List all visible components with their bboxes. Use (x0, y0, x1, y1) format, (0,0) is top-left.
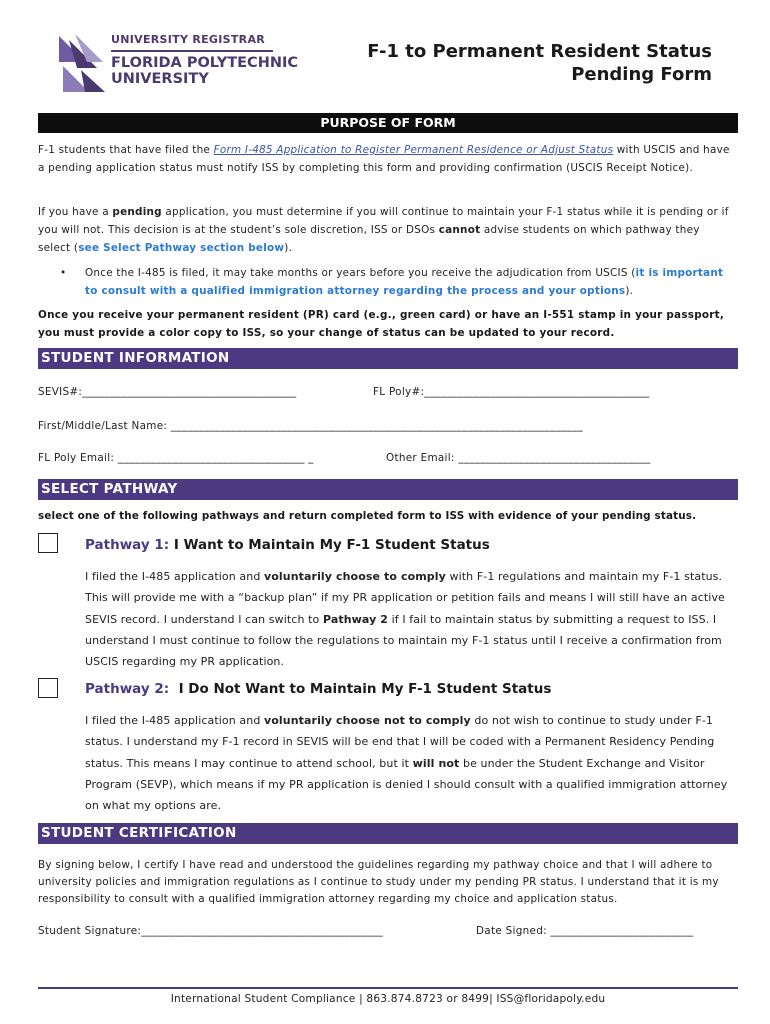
logo-emblem-icon (57, 32, 107, 94)
p1d-bold: voluntarily choose to comply (264, 570, 446, 583)
logo-line2: FLORIDA POLYTECHNIC (111, 55, 298, 71)
p2-text-d: ). (284, 242, 293, 254)
p1-text-a: F-1 students that have filed the (38, 144, 214, 156)
pathway-1-description (85, 566, 735, 672)
logo-university-text (111, 55, 298, 87)
pathway-1-label: I Want to Maintain My F-1 Student Status (169, 537, 490, 553)
pathway-1-checkbox[interactable] (38, 533, 58, 553)
p2-text-a: If you have a (38, 206, 113, 218)
p2-text-b: application, you must determine if you will continue to maintain your F-1 status while it is pending or if you will not. This decision is at the student’s sole discretion, ISS or DSOs (38, 206, 729, 236)
select-pathway-heading: SELECT PATHWAY (38, 479, 738, 500)
p1d-b: with F-1 regulations and maintain my F-1 status. This will provide me with a “backup plan” if my PR application or petition fails and means I will still have an active SEVIS record. I understand I can switch to (85, 570, 725, 626)
date-signed-field[interactable]: Date Signed: __________________________ (476, 925, 694, 937)
other-email-field[interactable]: Other Email: ___________________________________ (386, 452, 651, 464)
pathway-2-description (85, 710, 735, 816)
pathway-2-title (85, 681, 551, 697)
p2d-bold2: will not (412, 756, 460, 770)
p2d-a: I filed the I-485 application and (85, 714, 264, 727)
certification-text: By signing below, I certify I have read and understood the guidelines regarding my pathway choice and that I will adhere to university policies and immigration regulations as I continue to study under my pending PR status. I understand that it is my responsibility to consult with a qualified immigration attorney regarding my choice and application status. (38, 859, 719, 905)
university-logo (53, 28, 298, 98)
title-line1: F-1 to Permanent Resident Status (367, 41, 712, 62)
logo-registrar-text: UNIVERSITY REGISTRAR (111, 33, 266, 46)
bullet-text: Once the I-485 is filed, it may take months or years before you receive the adjudication from USCIS ( (85, 267, 636, 279)
footer-contact: International Student Compliance | 863.874.8723 or 8499| ISS@floridapoly.edu (170, 993, 606, 1005)
p2-bold-pending: pending (112, 206, 162, 218)
form-i485-link[interactable]: Form I-485 Application to Register Permanent Residence or Adjust Status (213, 144, 614, 156)
p2-bold-cannot: cannot (438, 224, 481, 236)
purpose-heading: PURPOSE OF FORM (38, 113, 738, 133)
signature-field[interactable]: Student Signature:____________________________________________ (38, 925, 384, 937)
pathway-2-checkbox[interactable] (38, 678, 58, 698)
bullet-icon: • (60, 267, 67, 279)
name-field[interactable]: First/Middle/Last Name: ___________________________________________________________________________ (38, 420, 583, 432)
p2-see-pathway: see Select Pathway section below (78, 242, 285, 254)
sevis-field[interactable]: SEVIS#:_______________________________________ (38, 386, 297, 398)
p2-text-c: advise students on which pathway they select ( (38, 224, 700, 254)
pathway-2-label: I Do Not Want to Maintain My F-1 Student Status (169, 681, 552, 697)
pr-card-notice: Once you receive your permanent resident (PR) card (e.g., green card) or have an I-551 stamp in your passport, you must provide a color copy to ISS, so your change of status can be updated to your record. (38, 309, 725, 339)
bullet-blue-text: it is important to consult with a qualified immigration attorney regarding the process and your options (85, 267, 724, 297)
flpoly-id-field[interactable]: FL Poly#:_________________________________________ (373, 386, 650, 398)
p1-text-b: with USCIS and have a pending application status must notify ISS by completing this form and providing confirmation (USCIS Receipt Notice). (38, 144, 730, 174)
bullet-paragraph (85, 264, 730, 300)
purpose-paragraph-2 (38, 203, 730, 257)
logo-divider (111, 50, 273, 52)
footer-divider (38, 987, 738, 989)
pathway-1-title (85, 537, 490, 553)
pathway-instruction: select one of the following pathways and return completed form to ISS with evidence of your pending status. (38, 510, 697, 522)
certification-heading: STUDENT CERTIFICATION (38, 823, 738, 844)
p1d-a: I filed the I-485 application and (85, 570, 264, 583)
student-info-heading: STUDENT INFORMATION (38, 348, 738, 369)
pathway-1-number: Pathway 1: (85, 537, 170, 553)
p1d-bold2: Pathway 2 (322, 612, 389, 626)
p2d-b: do not wish to continue to study under F-1 status. I understand my F-1 record in SEVIS will be end that I will be coded with a Permanent Residency Pending status. This means I may continue to attend school, but it (85, 714, 715, 770)
purpose-paragraph-1 (38, 141, 730, 177)
form-title (367, 40, 712, 86)
flpoly-email-field[interactable]: FL Poly Email: __________________________________ _ (38, 452, 314, 464)
bullet-end: ). (625, 285, 634, 297)
logo-line3: UNIVERSITY (111, 71, 209, 87)
p2d-c: be under the Student Exchange and Visitor Program (SEVP), which means if my PR application is denied I should consult with a qualified immigration attorney on what my options are. (85, 756, 728, 813)
p1d-c: if I fail to maintain status by submitting a request to ISS. I understand I must continue to follow the regulations to maintain my F-1 status until I receive a confirmation from USCIS regarding my PR application. (85, 612, 722, 669)
pathway-2-number: Pathway 2: (85, 681, 170, 697)
p2d-bold: voluntarily choose not to comply (264, 714, 471, 727)
title-line2: Pending Form (571, 64, 712, 85)
